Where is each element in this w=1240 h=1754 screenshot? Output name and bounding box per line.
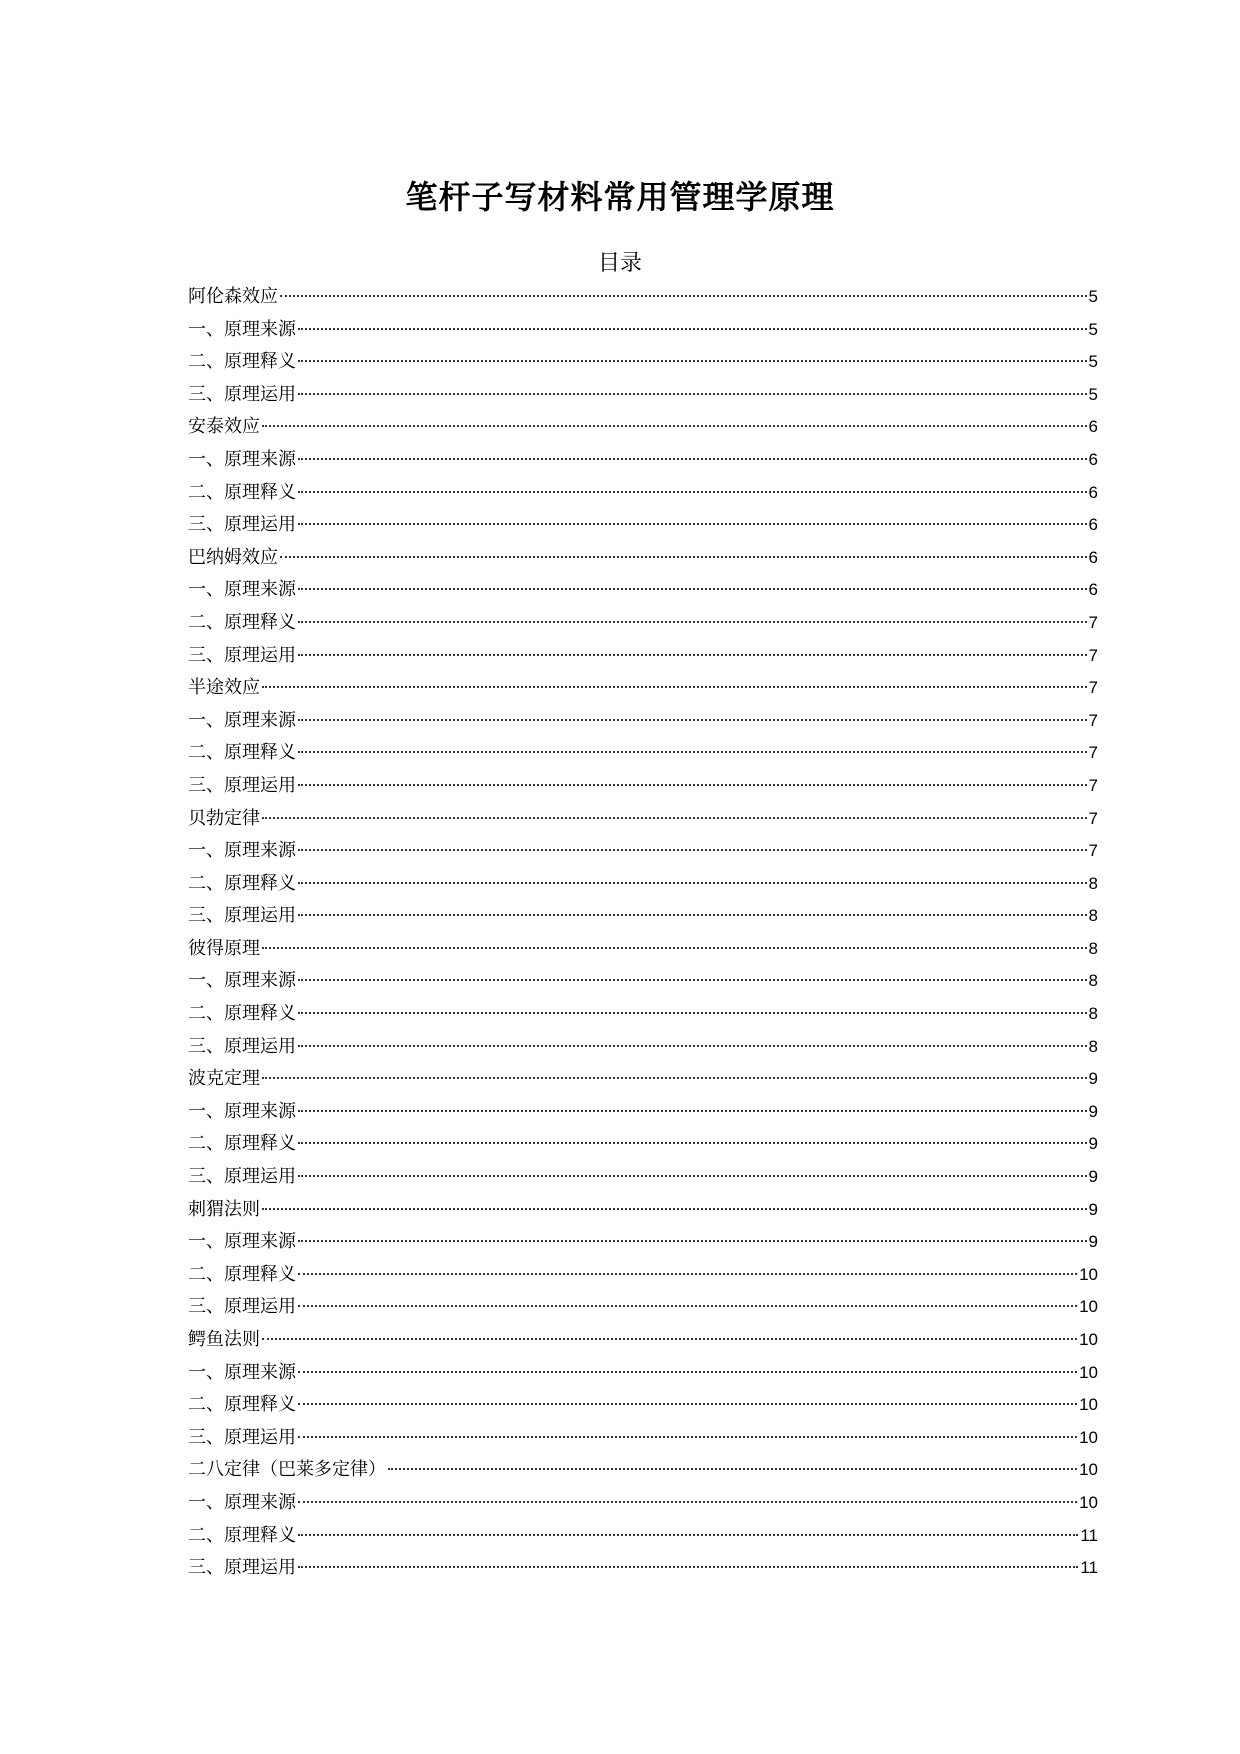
- toc-dot-leader: [298, 979, 1087, 981]
- toc-entry-title: 三、原理运用: [188, 514, 296, 536]
- toc-dot-leader: [298, 1045, 1087, 1047]
- toc-entry[interactable]: [188, 1422, 1098, 1455]
- toc-entry[interactable]: [188, 1324, 1098, 1357]
- toc-entry[interactable]: [188, 1128, 1098, 1161]
- toc-entry[interactable]: [188, 672, 1098, 705]
- toc-page-number: 10: [1079, 1460, 1098, 1480]
- toc-dot-leader: [298, 1240, 1087, 1242]
- toc-dot-leader: [298, 1566, 1078, 1568]
- toc-dot-leader: [298, 1305, 1077, 1307]
- toc-page-number: 7: [1088, 710, 1098, 730]
- toc-entry-title: 二八定律（巴莱多定律）: [188, 1459, 386, 1481]
- toc-entry-title: 一、原理来源: [188, 970, 296, 992]
- toc-page-number: 7: [1088, 743, 1098, 763]
- toc-entry-title: 一、原理来源: [188, 1231, 296, 1253]
- toc-entry[interactable]: [188, 770, 1098, 803]
- toc-dot-leader: [298, 588, 1087, 590]
- toc-dot-leader: [298, 1110, 1087, 1112]
- toc-page-number: 7: [1088, 678, 1098, 698]
- toc-page-number: 9: [1088, 1232, 1098, 1252]
- toc-dot-leader: [298, 328, 1087, 330]
- toc-entry[interactable]: [188, 1063, 1098, 1096]
- toc-dot-leader: [298, 393, 1087, 395]
- toc-entry-title: 安泰效应: [188, 416, 260, 438]
- toc-entry-title: 鳄鱼法则: [188, 1329, 260, 1350]
- toc-entry-title: 三、原理运用: [188, 905, 296, 927]
- toc-entry[interactable]: [188, 1194, 1098, 1227]
- toc-page-number: 7: [1088, 775, 1098, 795]
- toc-entry-title: 二、原理释义: [188, 1394, 296, 1416]
- toc-dot-leader: [280, 556, 1087, 558]
- toc-page-number: 7: [1088, 841, 1098, 861]
- toc-page-number: 9: [1088, 1134, 1098, 1154]
- toc-page-number: 8: [1088, 906, 1098, 926]
- toc-entry[interactable]: [188, 411, 1098, 444]
- toc-entry-title: 一、原理来源: [188, 709, 296, 731]
- toc-page-number: 5: [1088, 287, 1098, 306]
- toc-page-number: 5: [1088, 384, 1098, 404]
- toc-page-number: 6: [1088, 482, 1098, 502]
- toc-entry-title: 二、原理释义: [188, 1003, 296, 1025]
- toc-dot-leader: [298, 1403, 1077, 1405]
- toc-entry-title: 三、原理运用: [188, 1557, 296, 1579]
- toc-entry-title: 二、原理释义: [188, 1133, 296, 1155]
- toc-dot-leader: [298, 654, 1087, 656]
- toc-entry[interactable]: [188, 705, 1098, 738]
- toc-page-number: 10: [1079, 1395, 1098, 1415]
- toc-dot-leader: [262, 1338, 1077, 1340]
- toc-dot-leader: [262, 1077, 1087, 1079]
- toc-entry[interactable]: [188, 477, 1098, 510]
- toc-dot-leader: [298, 491, 1087, 493]
- toc-entry[interactable]: [188, 314, 1098, 347]
- toc-entry[interactable]: [188, 607, 1098, 640]
- toc-page-number: 8: [1088, 1036, 1098, 1056]
- toc-page-number: 8: [1088, 938, 1098, 958]
- toc-page-number: 10: [1079, 1297, 1098, 1317]
- toc-entry-title: 三、原理运用: [188, 1166, 296, 1188]
- toc-page-number: 8: [1088, 1004, 1098, 1024]
- toc-entry[interactable]: [188, 1291, 1098, 1324]
- toc-page-number: 9: [1088, 1101, 1098, 1121]
- toc-dot-leader: [298, 1175, 1087, 1177]
- toc-page-number: 11: [1080, 1525, 1098, 1545]
- toc-entry-title: 贝勃定律: [188, 807, 260, 829]
- toc-entry-title: 一、原理来源: [188, 579, 296, 601]
- toc-page-number: 6: [1088, 580, 1098, 600]
- toc-page-number: 8: [1088, 971, 1098, 991]
- toc-entry[interactable]: [188, 965, 1098, 998]
- toc-page-number: 6: [1088, 547, 1098, 567]
- toc-page-number: 9: [1088, 1199, 1098, 1219]
- toc-dot-leader: [298, 1436, 1077, 1438]
- toc-page-number: 8: [1088, 873, 1098, 893]
- toc-entry-title: 一、原理来源: [188, 1361, 296, 1383]
- toc-entry[interactable]: [188, 1389, 1098, 1422]
- table-of-contents: [188, 281, 1098, 1585]
- toc-page-number: 7: [1088, 645, 1098, 665]
- toc-entry-title: 一、原理来源: [188, 1491, 296, 1513]
- toc-entry[interactable]: [188, 835, 1098, 868]
- toc-page-number: 6: [1088, 515, 1098, 535]
- toc-dot-leader: [298, 751, 1087, 753]
- toc-dot-leader: [298, 1534, 1078, 1536]
- toc-entry[interactable]: [188, 868, 1098, 901]
- toc-entry[interactable]: [188, 1226, 1098, 1259]
- toc-entry[interactable]: [188, 1487, 1098, 1520]
- toc-dot-leader: [298, 784, 1087, 786]
- toc-entry-title: 三、原理运用: [188, 1296, 296, 1318]
- toc-entry-title: 二、原理释义: [188, 1524, 296, 1546]
- toc-entry[interactable]: [188, 1161, 1098, 1194]
- toc-dot-leader: [298, 1142, 1087, 1144]
- toc-entry-title: 一、原理来源: [188, 448, 296, 470]
- toc-entry-title: 三、原理运用: [188, 383, 296, 405]
- toc-page-number: 10: [1079, 1492, 1098, 1512]
- toc-entry[interactable]: [188, 803, 1098, 836]
- toc-dot-leader: [298, 458, 1087, 460]
- toc-heading: 目录: [597, 251, 642, 276]
- toc-entry[interactable]: [188, 379, 1098, 412]
- toc-entry[interactable]: [188, 281, 1098, 314]
- toc-entry-title: 巴纳姆效应: [188, 546, 278, 568]
- toc-entry-title: 二、原理释义: [188, 481, 296, 503]
- toc-dot-leader: [280, 295, 1087, 297]
- toc-entry[interactable]: [188, 1031, 1098, 1064]
- toc-dot-leader: [298, 1501, 1077, 1503]
- toc-dot-leader: [298, 882, 1087, 884]
- toc-entry-title: 三、原理运用: [188, 1426, 296, 1448]
- toc-entry[interactable]: [188, 1520, 1098, 1553]
- toc-entry[interactable]: [188, 998, 1098, 1031]
- toc-entry-title: 二、原理释义: [188, 742, 296, 764]
- toc-entry-title: 三、原理运用: [188, 1035, 296, 1057]
- toc-entry-title: 一、原理来源: [188, 1100, 296, 1122]
- toc-entry-title: 二、原理释义: [188, 351, 296, 373]
- toc-dot-leader: [298, 1012, 1087, 1014]
- toc-entry[interactable]: [188, 1454, 1098, 1487]
- toc-entry[interactable]: [188, 1552, 1098, 1585]
- toc-dot-leader: [298, 523, 1087, 525]
- toc-dot-leader: [298, 1371, 1077, 1373]
- toc-dot-leader: [262, 817, 1087, 819]
- toc-dot-leader: [298, 849, 1087, 851]
- toc-page-number: 11: [1080, 1558, 1098, 1578]
- toc-entry[interactable]: [188, 542, 1098, 575]
- toc-entry-title: 二、原理释义: [188, 1263, 296, 1285]
- toc-entry[interactable]: [188, 737, 1098, 770]
- toc-entry-title: 半途效应: [188, 677, 260, 699]
- toc-dot-leader: [262, 425, 1087, 427]
- toc-entry[interactable]: [188, 1357, 1098, 1390]
- toc-page-number: 10: [1079, 1427, 1098, 1447]
- toc-dot-leader: [298, 719, 1087, 721]
- toc-entry-title: 二、原理释义: [188, 611, 296, 633]
- toc-dot-leader: [298, 1273, 1077, 1275]
- toc-entry-title: 一、原理来源: [188, 840, 296, 862]
- toc-dot-leader: [262, 686, 1087, 688]
- toc-entry-title: 阿伦森效应: [188, 286, 278, 307]
- toc-entry-title: 三、原理运用: [188, 644, 296, 666]
- toc-page-number: 9: [1088, 1167, 1098, 1187]
- toc-entry-title: 三、原理运用: [188, 774, 296, 796]
- toc-entry[interactable]: [188, 574, 1098, 607]
- toc-entry[interactable]: [188, 346, 1098, 379]
- toc-entry-title: 一、原理来源: [188, 318, 296, 340]
- toc-dot-leader: [298, 360, 1087, 362]
- toc-dot-leader: [388, 1468, 1077, 1470]
- toc-page-number: 5: [1088, 319, 1098, 339]
- toc-dot-leader: [262, 1208, 1087, 1210]
- toc-page-number: 9: [1088, 1069, 1098, 1089]
- toc-entry[interactable]: [188, 1259, 1098, 1292]
- toc-entry[interactable]: [188, 640, 1098, 673]
- toc-dot-leader: [262, 947, 1087, 949]
- toc-entry[interactable]: [188, 509, 1098, 542]
- toc-entry[interactable]: [188, 444, 1098, 477]
- toc-page-number: 7: [1088, 808, 1098, 828]
- toc-page-number: 10: [1079, 1264, 1098, 1284]
- toc-page-number: 5: [1088, 352, 1098, 372]
- toc-entry[interactable]: [188, 933, 1098, 966]
- toc-dot-leader: [298, 914, 1087, 916]
- toc-entry[interactable]: [188, 900, 1098, 933]
- document-title: 笔杆子写材料常用管理学原理: [405, 178, 835, 216]
- toc-entry-title: 波克定理: [188, 1068, 260, 1090]
- toc-entry[interactable]: [188, 1096, 1098, 1129]
- toc-entry-title: 刺猬法则: [188, 1198, 260, 1220]
- toc-page-number: 7: [1088, 612, 1098, 632]
- toc-page-number: 6: [1088, 417, 1098, 437]
- toc-entry-title: 彼得原理: [188, 937, 260, 959]
- toc-dot-leader: [298, 621, 1087, 623]
- toc-page-number: 10: [1079, 1362, 1098, 1382]
- toc-page-number: 6: [1088, 449, 1098, 469]
- toc-entry-title: 二、原理释义: [188, 872, 296, 894]
- toc-page-number: 10: [1079, 1330, 1098, 1349]
